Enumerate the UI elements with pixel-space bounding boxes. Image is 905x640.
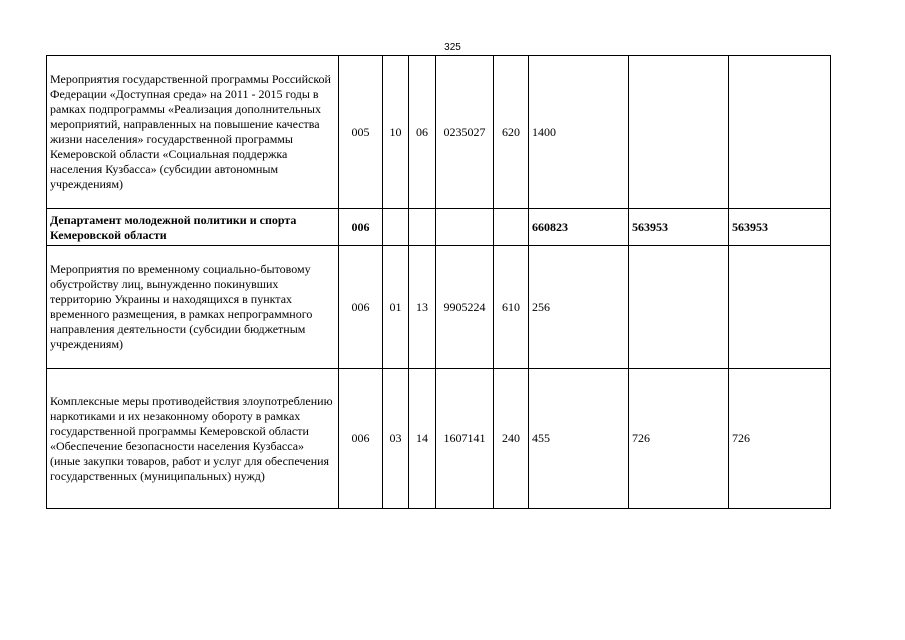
- target-code: 0235027: [436, 56, 494, 209]
- amount-year-2: [629, 246, 729, 369]
- amount-year-3: 563953: [729, 209, 831, 246]
- page-number: 325: [444, 42, 461, 53]
- target-code: 9905224: [436, 246, 494, 369]
- subsection-code: 06: [409, 56, 436, 209]
- table-row-department: [47, 209, 831, 246]
- subsection-code: 13: [409, 246, 436, 369]
- amount-year-3: [729, 246, 831, 369]
- ministry-code: 006: [339, 246, 383, 369]
- ministry-code: 006: [339, 209, 383, 246]
- ministry-code: 005: [339, 56, 383, 209]
- expense-type-code: 240: [494, 369, 529, 509]
- table-row: [47, 246, 831, 369]
- amount-year-3: 726: [729, 369, 831, 509]
- target-code: [436, 209, 494, 246]
- amount-year-1: 455: [529, 369, 629, 509]
- expense-type-code: 620: [494, 56, 529, 209]
- subsection-code: 14: [409, 369, 436, 509]
- table-row: [47, 56, 831, 209]
- amount-year-2: 726: [629, 369, 729, 509]
- amount-year-1: 256: [529, 246, 629, 369]
- subsection-code: [409, 209, 436, 246]
- section-code: 10: [383, 56, 409, 209]
- row-name: Департамент молодежной политики и спорта Кемеровской области: [47, 209, 339, 246]
- amount-year-2: [629, 56, 729, 209]
- budget-table: [46, 55, 831, 509]
- amount-year-2: 563953: [629, 209, 729, 246]
- ministry-code: 006: [339, 369, 383, 509]
- amount-year-1: 1400: [529, 56, 629, 209]
- expense-type-code: 610: [494, 246, 529, 369]
- amount-year-3: [729, 56, 831, 209]
- table-row: [47, 369, 831, 509]
- row-name: Мероприятия по временному социально-бытовому обустройству лиц, вынужденно покинувших территорию Украины и находящихся в пунктах временного размещения, в рамках непрограммного направления деятельности (субсидии бюджетным учреждениям): [47, 246, 339, 369]
- section-code: 01: [383, 246, 409, 369]
- amount-year-1: 660823: [529, 209, 629, 246]
- target-code: 1607141: [436, 369, 494, 509]
- row-name: Комплексные меры противодействия злоупотреблению наркотиками и их незаконному обороту в рамках государственной программы Кемеровской области «Обеспечение безопасности населения Кузбасса» (иные закупки товаров, работ и услуг для обеспечения государственных (муниципальных) нужд): [47, 369, 339, 509]
- section-code: [383, 209, 409, 246]
- row-name: Мероприятия государственной программы Российской Федерации «Доступная среда» на 2011 - 2015 годы в рамках подпрограммы «Реализация дополнительных мероприятий, направленных на повышение качества жизни населения» государственной программы Кемеровской области «Социальная поддержка населения Кузбасса» (субсидии автономным учреждениям): [47, 56, 339, 209]
- expense-type-code: [494, 209, 529, 246]
- section-code: 03: [383, 369, 409, 509]
